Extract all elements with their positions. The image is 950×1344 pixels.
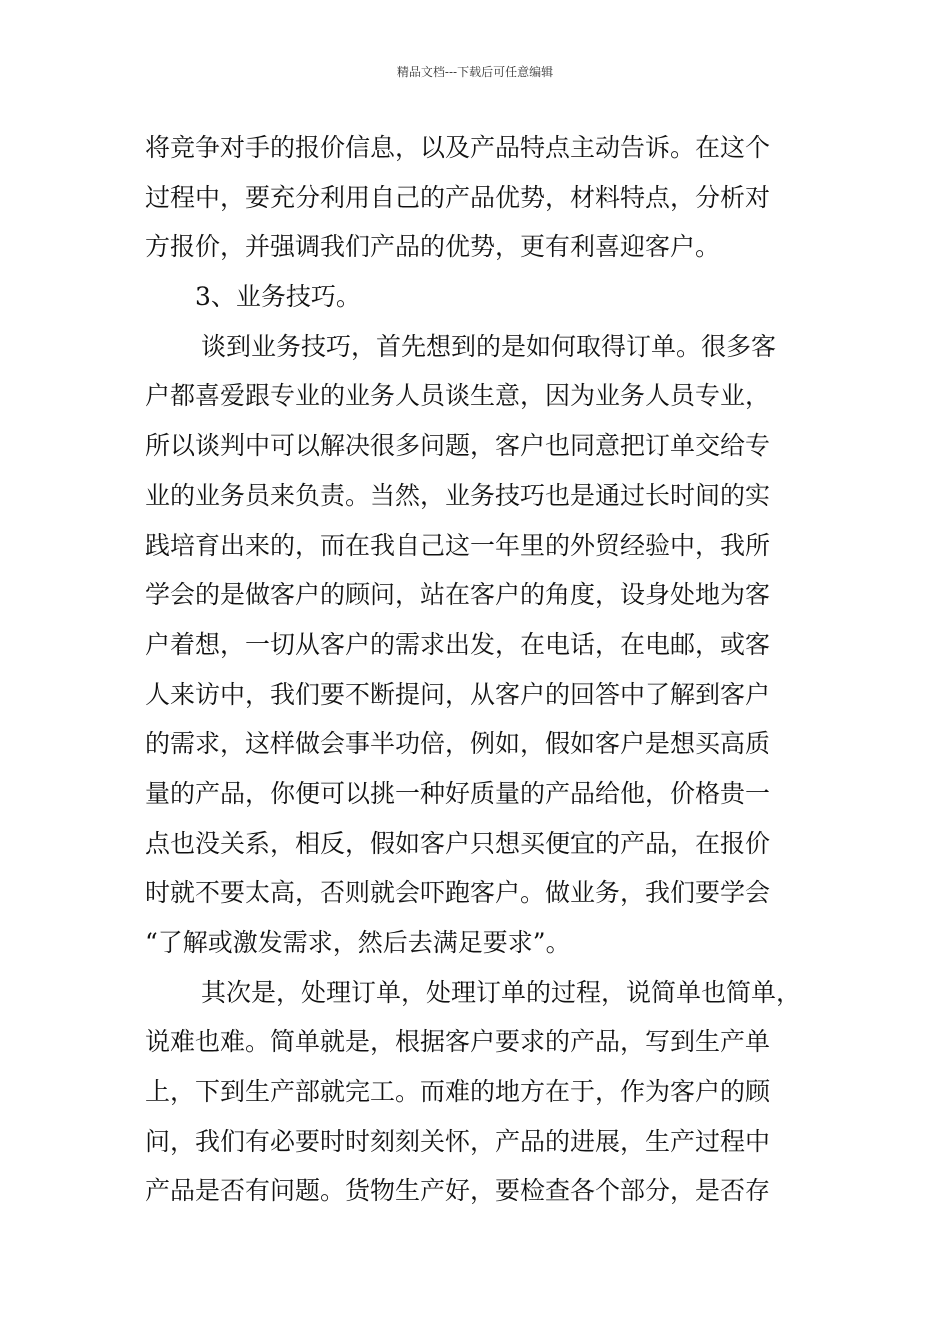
text-line: 将竞争对手的报价信息，以及产品特点主动告诉。在这个 [145,133,771,162]
text-line: 所以谈判中可以解决很多问题，客户也同意把订单交给专 [145,431,771,461]
text-line: 学会的是做客户的顾问，站在客户的角度，设身处地为客 [145,580,771,610]
text-line: 户着想，一切从客户的需求出发，在电话，在电邮，或客 [145,629,771,659]
text-line: 人来访中，我们要不断提问，从客户的回答中了解到客户 [145,679,771,709]
document-body [145,123,810,1216]
text-line: 问，我们有必要时时刻刻关怀，产品的进展，生产过程中 [145,1126,771,1156]
text-line: 点也没关系，相反，假如客户只想买便宜的产品，在报价 [145,828,771,858]
text-line: “了解或激发需求，然后去满足要求”。 [145,928,571,957]
text-line: 户都喜爱跟专业的业务人员谈生意，因为业务人员专业， [145,381,771,411]
page-header: 精品文档---下载后可任意编辑 [396,65,554,79]
text-line: 谈到业务技巧，首先想到的是如何取得订单。很多客 [201,331,777,361]
text-line: 业的业务员来负责。当然，业务技巧也是通过长时间的实 [145,480,771,510]
text-line: 其次是，处理订单，处理订单的过程，说简单也简单， [201,977,802,1007]
text-line: 说难也难。简单就是，根据客户要求的产品，写到生产单 [145,1027,771,1057]
text-line: 量的产品，你便可以挑一种好质量的产品给他，价格贵一 [145,778,771,808]
text-line: 上，下到生产部就完工。而难的地方在于，作为客户的顾 [145,1077,771,1107]
section-heading: 3、业务技巧。 [195,282,361,312]
text-line: 过程中，要充分利用自己的产品优势，材料特点，分析对 [145,182,771,212]
text-line: 方报价，并强调我们产品的优势，更有利喜迎客户。 [145,232,721,262]
text-line: 产品是否有问题。货物生产好，要检查各个部分，是否存 [145,1176,771,1206]
text-line: 时就不要太高，否则就会吓跑客户。做业务，我们要学会 [145,878,771,908]
text-line: 践培育出来的，而在我自己这一年里的外贸经验中，我所 [145,530,771,560]
text-line: 的需求，这样做会事半功倍，例如，假如客户是想买高质 [145,729,771,759]
